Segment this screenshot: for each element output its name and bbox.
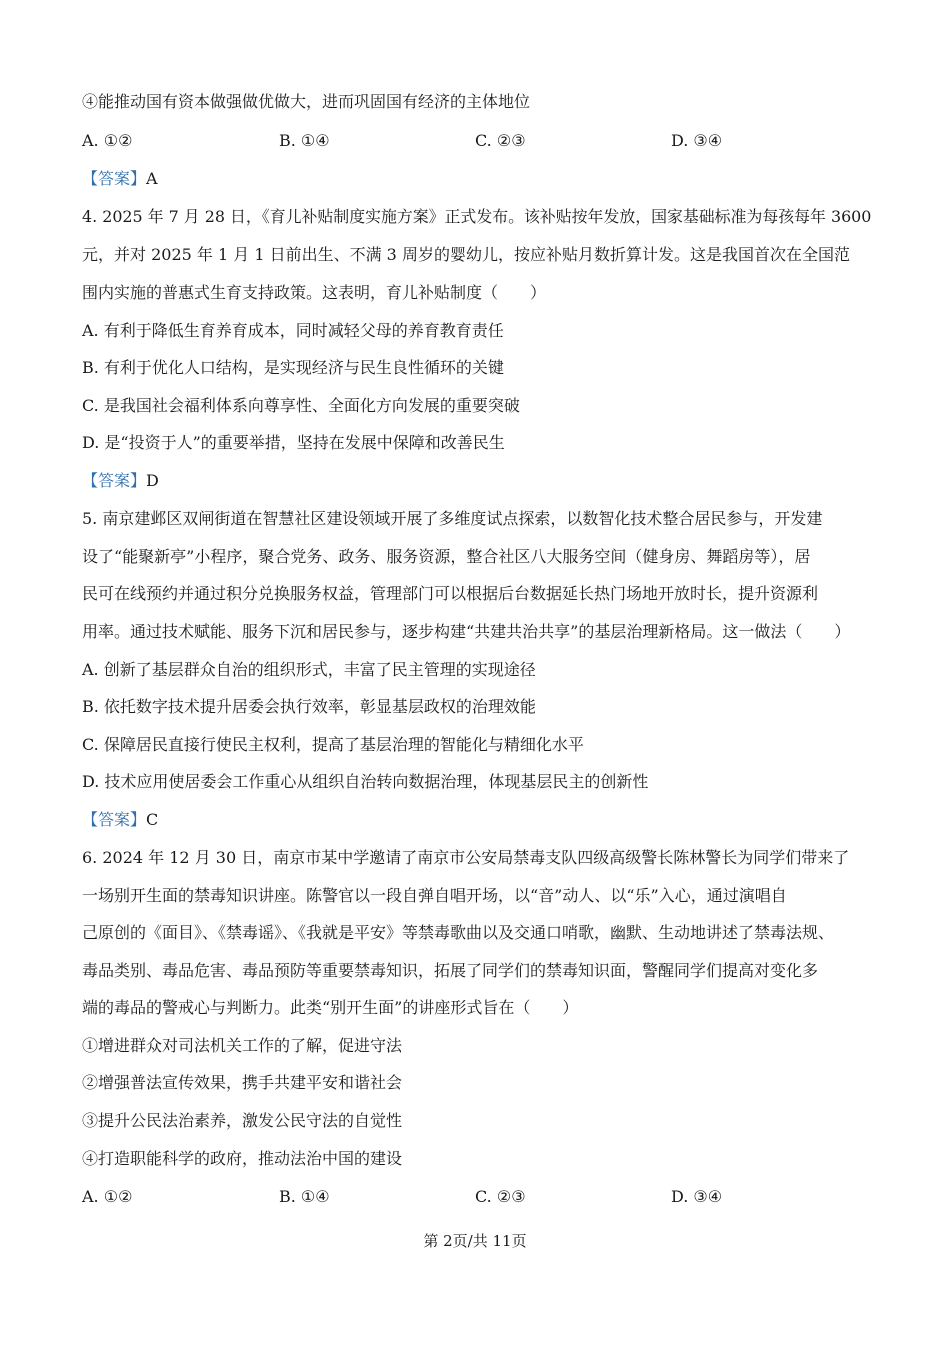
page-number-footer: 第 2页/共 11页 xyxy=(423,1232,527,1250)
q3-answer-value: A xyxy=(146,169,158,188)
q6-stem-line-2: 一场别开生面的禁毒知识讲座。陈警官以一段自弹自唱开场，以“音”动人、以“乐”入心，通过演唱自 xyxy=(82,886,787,905)
q5-stem-line-1: 5. 南京建邺区双闸街道在智慧社区建设领域开展了多维度试点探索，以数智化技术整合居民参与，开发建 xyxy=(82,509,823,528)
q4-option-b: B. 有利于优化人口结构，是实现经济与民生良性循环的关键 xyxy=(82,358,504,377)
q3-answer xyxy=(82,168,872,190)
q4-answer-label: 【答案】 xyxy=(82,471,147,490)
q5-stem-line-2: 设了“能聚新亭”小程序，聚合党务、政务、服务资源，整合社区八大服务空间（健身房、舞蹈房等），居 xyxy=(82,547,811,566)
q3-option-d: D. ③④ xyxy=(671,131,723,150)
q4-option-a: A. 有利于降低生育养育成本，同时减轻父母的养育教育责任 xyxy=(82,321,504,340)
q5-option-c: C. 保障居民直接行使民主权利，提高了基层治理的智能化与精细化水平 xyxy=(82,735,584,754)
q6-option-a: A. ①② xyxy=(82,1187,133,1206)
q4-option-c: C. 是我国社会福利体系向尊享性、全面化方向发展的重要突破 xyxy=(82,396,520,415)
q4-stem-line-2: 元，并对 2025 年 1 月 1 日前出生、不满 3 周岁的婴幼儿，按应补贴月数折算计发。这是我国首次在全国范 xyxy=(82,245,850,264)
q6-item-2: ②增强普法宣传效果，携手共建平安和谐社会 xyxy=(82,1073,403,1092)
q3-option-c: C. ②③ xyxy=(475,131,526,150)
q3-options xyxy=(82,130,872,152)
q5-option-a: A. 创新了基层群众自治的组织形式，丰富了民主管理的实现途径 xyxy=(82,660,536,679)
q4-answer-value: D xyxy=(146,471,159,490)
q6-option-c: C. ②③ xyxy=(475,1187,526,1206)
q5-option-d: D. 技术应用使居委会工作重心从组织自治转向数据治理，体现基层民主的创新性 xyxy=(82,772,649,791)
q6-stem-line-5: 端的毒品的警戒心与判断力。此类“别开生面”的讲座形式旨在（ ） xyxy=(82,998,579,1017)
q4-stem-line-3: 围内实施的普惠式生育支持政策。这表明，育儿补贴制度（ ） xyxy=(82,283,547,302)
q5-stem-line-4: 用率。通过技术赋能、服务下沉和居民参与，逐步构建“共建共治共享”的基层治理新格局。这一做法（ ） xyxy=(82,622,851,641)
q3-answer-label: 【答案】 xyxy=(82,169,147,188)
q6-item-4: ④打造职能科学的政府，推动法治中国的建设 xyxy=(82,1149,403,1168)
q6-stem-line-4: 毒品类别、毒品危害、毒品预防等重要禁毒知识，拓展了同学们的禁毒知识面，警醒同学们提高对变化多 xyxy=(82,961,819,980)
q6-stem-line-3: 己原创的《面目》、《禁毒谣》、《我就是平安》等禁毒歌曲以及交通口哨歌，幽默、生动地讲述了禁毒法规、 xyxy=(82,923,835,942)
q6-option-d: D. ③④ xyxy=(671,1187,723,1206)
q3-option-b: B. ①④ xyxy=(279,131,330,150)
q6-stem-line-1: 6. 2024 年 12 月 30 日，南京市某中学邀请了南京市公安局禁毒支队四级高级警长陈林警长为同学们带来了 xyxy=(82,848,850,867)
q3-option-a: A. ①② xyxy=(82,131,133,150)
q6-item-1: ①增进群众对司法机关工作的了解，促进守法 xyxy=(82,1036,403,1055)
q4-stem-line-1: 4. 2025 年 7 月 28 日，《育儿补贴制度实施方案》正式发布。该补贴按年发放，国家基础标准为每孩每年 3600 xyxy=(82,207,872,226)
q5-stem-line-3: 民可在线预约并通过积分兑换服务权益，管理部门可以根据后台数据延长热门场地开放时长，提升资源利 xyxy=(82,584,819,603)
q5-answer-value: C xyxy=(146,810,159,829)
q6-option-b: B. ①④ xyxy=(279,1187,330,1206)
q5-answer-label: 【答案】 xyxy=(82,810,147,829)
q6-item-3: ③提升公民法治素养，激发公民守法的自觉性 xyxy=(82,1111,403,1130)
q4-answer xyxy=(82,470,872,492)
q6-options xyxy=(82,1186,872,1208)
q3-item-4: ④能推动国有资本做强做优做大，进而巩固国有经济的主体地位 xyxy=(82,92,531,111)
q5-option-b: B. 依托数字技术提升居委会执行效率，彰显基层政权的治理效能 xyxy=(82,697,536,716)
q4-option-d: D. 是“投资于人”的重要举措，坚持在发展中保障和改善民生 xyxy=(82,433,505,452)
q5-answer xyxy=(82,809,872,831)
